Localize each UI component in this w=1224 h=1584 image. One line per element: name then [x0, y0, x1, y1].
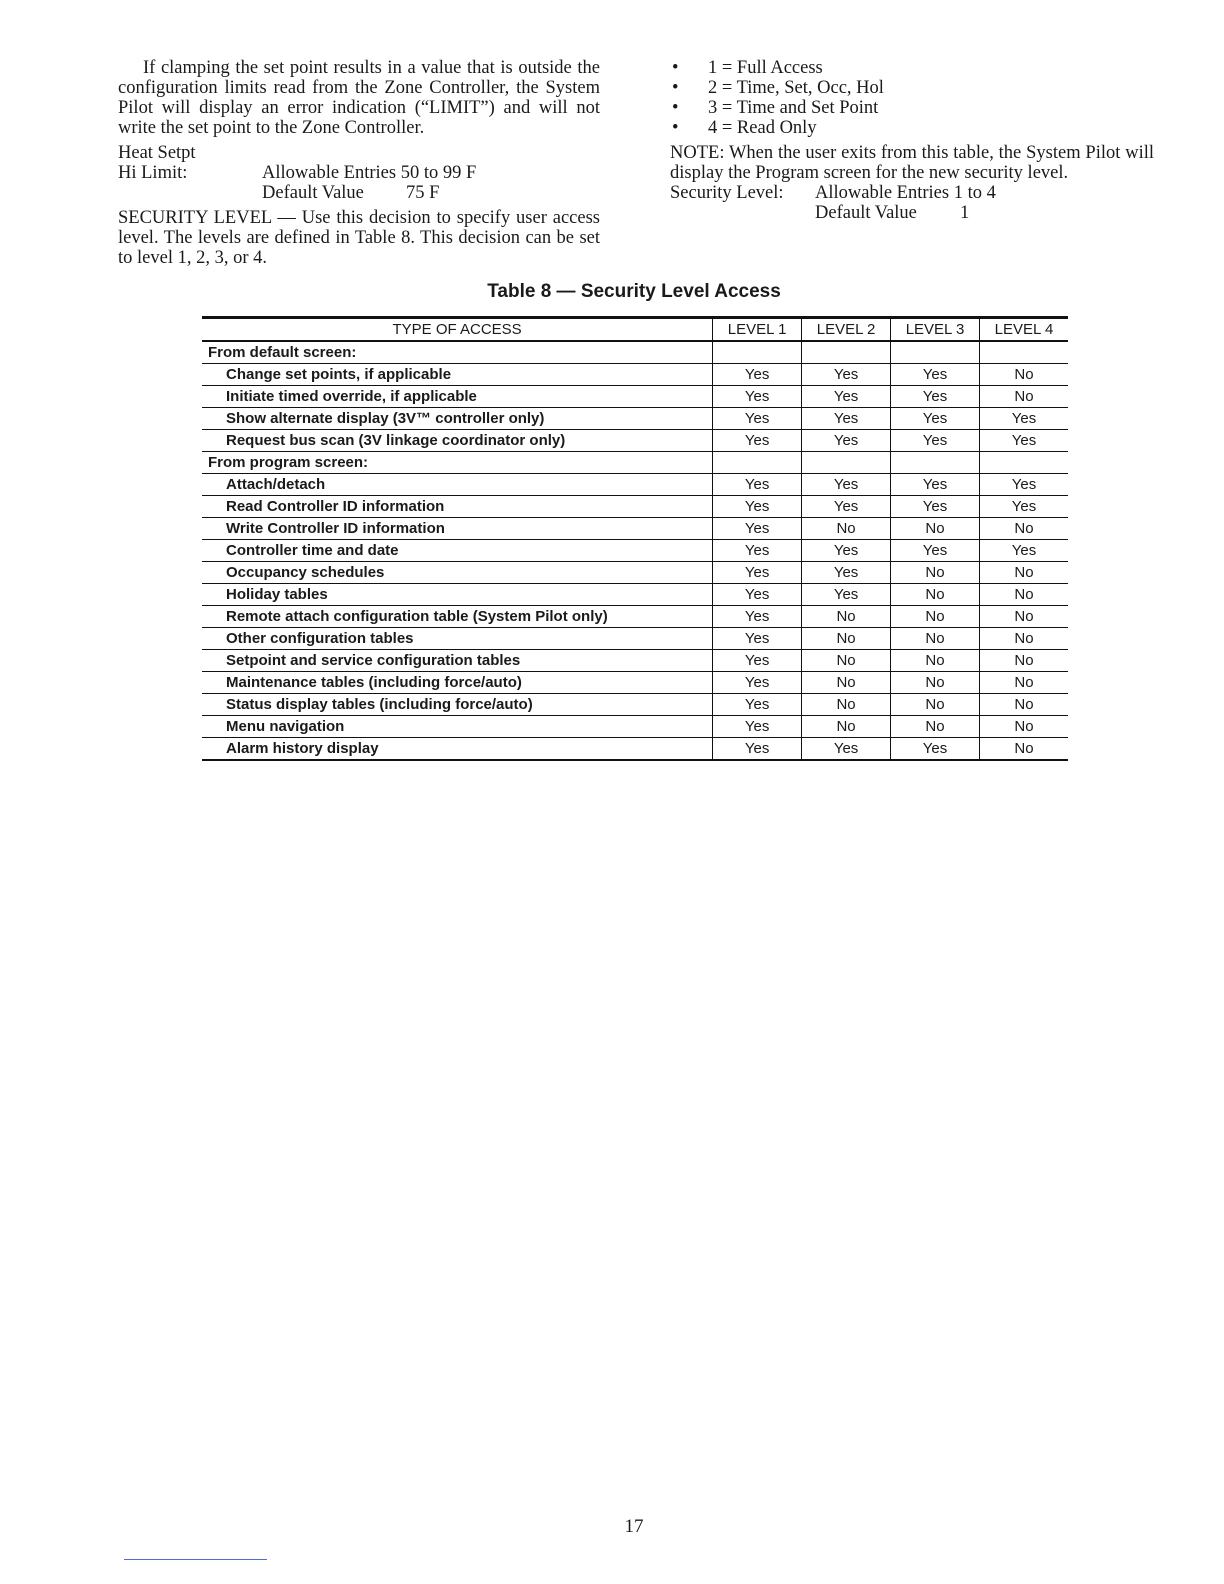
level-1-cell: Yes [713, 650, 802, 672]
table-row [202, 694, 1068, 716]
header-level-2: LEVEL 2 [802, 318, 891, 342]
level-2-cell: Yes [802, 408, 891, 430]
level-2-cell: Yes [802, 430, 891, 452]
level-2-cell: Yes [802, 738, 891, 761]
level-4-cell: No [980, 606, 1069, 628]
left-column [118, 58, 600, 268]
level-3-cell [891, 452, 980, 474]
level-2-cell: No [802, 518, 891, 540]
level-3-cell: No [891, 650, 980, 672]
level-2-cell: No [802, 628, 891, 650]
table-row [202, 738, 1068, 761]
level-3-cell: Yes [891, 386, 980, 408]
level-1-cell: Yes [713, 430, 802, 452]
level-3-cell: No [891, 716, 980, 738]
table-row [202, 430, 1068, 452]
level-3-cell: No [891, 518, 980, 540]
access-type-label: Initiate timed override, if applicable [202, 386, 713, 408]
list-item: • 3 = Time and Set Point [672, 98, 879, 118]
level-2-cell [802, 341, 891, 364]
access-type-label: Write Controller ID information [202, 518, 713, 540]
table-row [202, 540, 1068, 562]
header-level-4: LEVEL 4 [980, 318, 1069, 342]
security-level-block [670, 183, 1154, 223]
table-row [202, 628, 1068, 650]
level-3-cell: No [891, 606, 980, 628]
level-1-cell: Yes [713, 562, 802, 584]
list-item: • 4 = Read Only [672, 118, 817, 138]
level-3-cell: Yes [891, 496, 980, 518]
level-3-cell: No [891, 694, 980, 716]
list-item: • 2 = Time, Set, Occ, Hol [672, 78, 884, 98]
access-type-label: Attach/detach [202, 474, 713, 496]
security-level-list [670, 58, 1154, 138]
level-2-cell: No [802, 694, 891, 716]
list-item: • 1 = Full Access [672, 58, 823, 78]
table-row [202, 650, 1068, 672]
table-row [202, 408, 1068, 430]
level-3-cell: Yes [891, 364, 980, 386]
table-title: Table 8 — Security Level Access [487, 281, 781, 302]
level-4-cell: No [980, 628, 1069, 650]
level-2-cell: Yes [802, 474, 891, 496]
table-row [202, 562, 1068, 584]
header-type-of-access: TYPE OF ACCESS [202, 318, 713, 342]
hi-limit-default-label: Default Value [262, 183, 364, 203]
level-1-cell: Yes [713, 606, 802, 628]
level-3-cell: Yes [891, 474, 980, 496]
level-2-cell [802, 452, 891, 474]
level-1-cell: Yes [713, 738, 802, 761]
table-header-row [202, 318, 1068, 342]
header-level-1: LEVEL 1 [713, 318, 802, 342]
access-type-label: Menu navigation [202, 716, 713, 738]
level-1-cell: Yes [713, 474, 802, 496]
level-1-cell: Yes [713, 694, 802, 716]
level-2-cell: No [802, 716, 891, 738]
level-4-cell: No [980, 694, 1069, 716]
level-1-cell: Yes [713, 518, 802, 540]
table-row [202, 341, 1068, 364]
level-1-cell: Yes [713, 386, 802, 408]
level-1-cell [713, 452, 802, 474]
level-4-cell: No [980, 386, 1069, 408]
heat-setpt-block [118, 143, 600, 203]
level-3-cell: Yes [891, 540, 980, 562]
level-2-cell: Yes [802, 562, 891, 584]
level-4-cell: No [980, 364, 1069, 386]
footer-rule [124, 1559, 267, 1560]
level-4-cell [980, 452, 1069, 474]
access-type-label: Other configuration tables [202, 628, 713, 650]
level-1-cell: Yes [713, 628, 802, 650]
level-1-cell: Yes [713, 716, 802, 738]
level-3-cell: No [891, 672, 980, 694]
level-2-cell: Yes [802, 364, 891, 386]
level-4-cell: No [980, 518, 1069, 540]
page-number: 17 [624, 1516, 644, 1537]
access-type-label: Change set points, if applicable [202, 364, 713, 386]
level-4-cell: Yes [980, 430, 1069, 452]
right-column [670, 58, 1154, 223]
hi-limit-allowable-entries: Allowable Entries 50 to 99 F [262, 163, 477, 183]
access-type-label: Status display tables (including force/auto) [202, 694, 713, 716]
access-type-label: Maintenance tables (including force/auto) [202, 672, 713, 694]
access-type-label: Remote attach configuration table (System Pilot only) [202, 606, 713, 628]
level-4-cell: Yes [980, 496, 1069, 518]
level-4-cell: No [980, 716, 1069, 738]
section-label: From program screen: [202, 452, 713, 474]
table-row [202, 496, 1068, 518]
access-type-label: Occupancy schedules [202, 562, 713, 584]
table-row [202, 386, 1068, 408]
level-2-cell: No [802, 650, 891, 672]
header-level-3: LEVEL 3 [891, 318, 980, 342]
access-type-label: Show alternate display (3V™ controller only) [202, 408, 713, 430]
security-level-paragraph: SECURITY LEVEL — Use this decision to specify user access level. The levels are defined in Table 8. This decision can be set to level 1, 2, 3, or 4. [118, 208, 600, 268]
table-row [202, 606, 1068, 628]
security-level-label: Security Level: [670, 183, 784, 203]
level-4-cell: No [980, 650, 1069, 672]
security-level-default-label: Default Value [815, 203, 917, 223]
table-row [202, 364, 1068, 386]
heat-setpt-label: Heat Setpt [118, 143, 196, 163]
table-row [202, 452, 1068, 474]
security-level-default-value: 1 [960, 203, 970, 223]
level-1-cell: Yes [713, 672, 802, 694]
table-row [202, 518, 1068, 540]
section-label: From default screen: [202, 341, 713, 364]
level-2-cell: Yes [802, 386, 891, 408]
level-4-cell: Yes [980, 408, 1069, 430]
access-type-label: Controller time and date [202, 540, 713, 562]
access-type-label: Holiday tables [202, 584, 713, 606]
level-1-cell: Yes [713, 364, 802, 386]
level-4-cell [980, 341, 1069, 364]
table-row [202, 716, 1068, 738]
access-type-label: Read Controller ID information [202, 496, 713, 518]
access-type-label: Request bus scan (3V linkage coordinator only) [202, 430, 713, 452]
table-row [202, 474, 1068, 496]
table-row [202, 584, 1068, 606]
level-3-cell: No [891, 562, 980, 584]
level-1-cell: Yes [713, 584, 802, 606]
level-1-cell: Yes [713, 540, 802, 562]
security-level-allowable-entries: Allowable Entries 1 to 4 [815, 183, 996, 203]
level-3-cell: No [891, 628, 980, 650]
level-2-cell: No [802, 606, 891, 628]
level-3-cell: Yes [891, 738, 980, 761]
level-2-cell: Yes [802, 540, 891, 562]
hi-limit-default-value: 75 F [406, 183, 440, 203]
level-4-cell: No [980, 738, 1069, 761]
clamping-paragraph: If clamping the set point results in a value that is outside the configuration limits read from the Zone Controller, the System Pilot will display an error indication (“LIMIT”) and will not write the set point to the Zone Controller. [118, 58, 600, 138]
table-row [202, 672, 1068, 694]
level-3-cell: Yes [891, 430, 980, 452]
level-2-cell: Yes [802, 496, 891, 518]
level-4-cell: No [980, 562, 1069, 584]
level-4-cell: Yes [980, 540, 1069, 562]
level-1-cell: Yes [713, 496, 802, 518]
hi-limit-label: Hi Limit: [118, 163, 188, 183]
level-3-cell [891, 341, 980, 364]
level-1-cell: Yes [713, 408, 802, 430]
access-type-label: Setpoint and service configuration tables [202, 650, 713, 672]
level-3-cell: No [891, 584, 980, 606]
level-3-cell: Yes [891, 408, 980, 430]
level-4-cell: Yes [980, 474, 1069, 496]
level-1-cell [713, 341, 802, 364]
level-2-cell: Yes [802, 584, 891, 606]
level-2-cell: No [802, 672, 891, 694]
security-access-table [202, 316, 1068, 761]
level-4-cell: No [980, 584, 1069, 606]
access-type-label: Alarm history display [202, 738, 713, 761]
level-4-cell: No [980, 672, 1069, 694]
note-paragraph: NOTE: When the user exits from this table, the System Pilot will display the Program screen for the new security level. [670, 143, 1154, 183]
